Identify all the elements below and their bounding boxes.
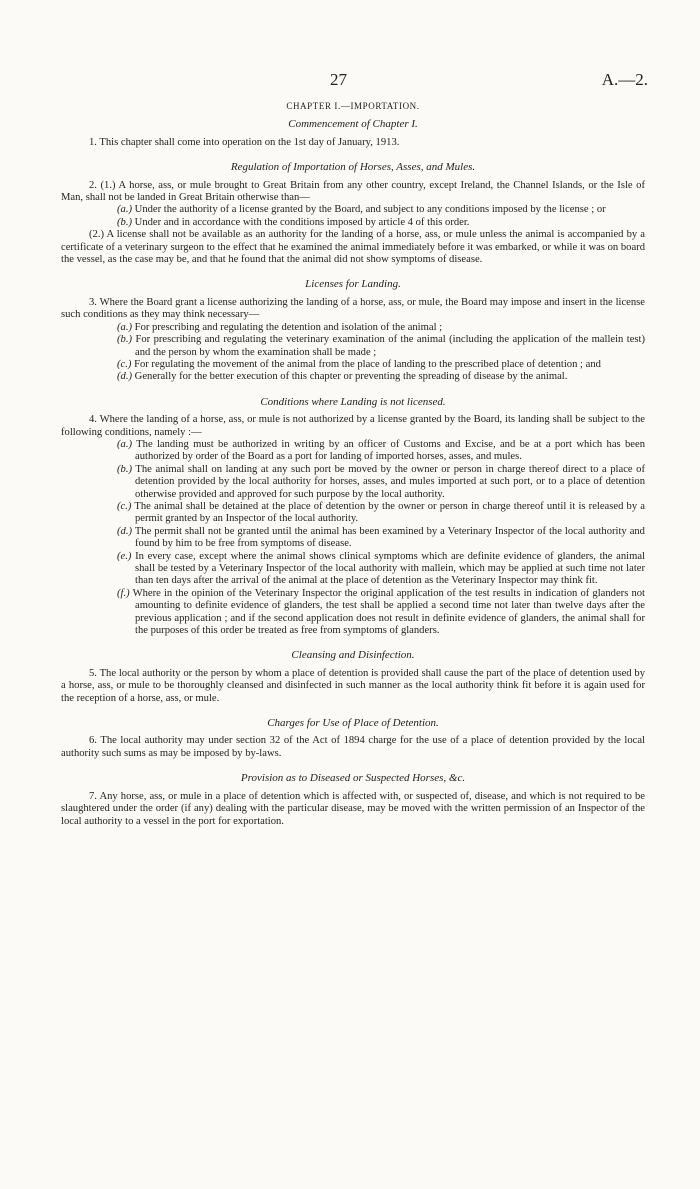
item-text: For prescribing and regulating the veterinary examination of the animal (including the application of the mallein test) and the person by whom the examination shall be made ; [135,334,645,358]
list-item [61,588,645,638]
item-label: (a.) [117,204,133,216]
section-heading: Regulation of Importation of Horses, Asses, and Mules. [230,161,476,174]
page-reference: A.—2. [601,70,648,89]
section-heading: Commencement of Chapter I. [288,118,418,131]
item-text: The landing must be authorized in writing by an officer of Customs and Excise, and be at a port which has been authorized by order of the Board as a port for landing of imported horses, asses, and mules. [135,438,645,463]
item-label: (e.) [117,550,132,562]
page-header [0,70,700,90]
page-number: 27 [330,70,347,89]
item-text: For prescribing and regulating the detention and isolation of the animal ; [134,321,443,333]
item-text: Under the authority of a license granted by the Board, and subject to any conditions imposed by the license ; or [134,204,606,216]
list-item [61,371,645,383]
section-heading: Conditions where Landing is not licensed. [260,395,446,408]
item-text: For regulating the movement of the animal from the place of landing to the prescribed place of detention ; and [134,358,601,370]
paragraph: 3. Where the Board grant a license authorizing the landing of a horse, ass, or mule, the Board may impose and insert in the license such conditions as they may think necessary— [61,296,645,321]
list-item [61,526,645,551]
paragraph: 6. The local authority may under section 32 of the Act of 1894 charge for the use of a place of detention provided by the local authority such sums as may be imposed by by-laws. [61,735,645,759]
item-label: (b.) [117,463,133,475]
section-heading: Charges for Use of Place of Detention. [267,717,439,730]
section-heading: Cleansing and Disinfection. [291,649,415,662]
list-item [61,501,645,526]
item-text: Where in the opinion of the Veterinary Inspector the original application of the test results in indication of glanders not amounting to definite evidence of glanders, the test shall be applied a second time not later than twelve days after the previous application ; and if the second application does not result in definite evidence of glanders, the animal shall for the purposes of this order be treated as free from symptoms of glanders. [132,587,645,637]
list-item [61,464,645,501]
item-label: (b.) [117,334,133,346]
item-text: The animal shall be detained at the place of detention by the owner or person in charge thereof until it is released by a permit granted by an Inspector of the local authority. [134,500,645,525]
paragraph: 5. The local authority or the person by whom a place of detention is provided shall cause the part of the place of detention used by a horse, ass, or mule to be thoroughly cleansed and disinfected in such manner as the local authority think fit before it is again used for the reception of a horse, ass, or mule. [61,667,645,704]
chapter-title: CHAPTER I.—IMPORTATION. [286,101,420,111]
paragraph: 1. This chapter shall come into operation on the 1st day of January, 1913. [89,136,400,148]
item-text: The animal shall on landing at any such port be moved by the owner or person in charge thereof direct to a place of detention provided by the local authority for horses, asses, and mules imported at such port, or to a place of detention otherwise provided and approved for such purpose by the local authority. [135,463,645,500]
item-label: (d.) [117,371,133,383]
item-label: (a.) [117,321,133,333]
item-label: (a.) [117,438,133,450]
item-label: (b.) [117,216,133,228]
list-item [61,439,645,464]
paragraph: 2. (1.) A horse, ass, or mule brought to Great Britain from any other country, except Ireland, the Channel Islands, or the Isle of Man, shall not be landed in Great Britain otherwise than— [61,179,645,204]
item-text: The permit shall not be granted until the animal has been examined by a Veterinary Inspector of the local authority and found by him to be free from symptoms of disease. [134,525,645,550]
document-body [61,100,645,828]
item-text: Under and in accordance with the conditions imposed by article 4 of this order. [134,216,470,228]
list-item [61,322,645,334]
list-item [61,334,645,359]
list-item [61,217,645,229]
paragraph: (2.) A license shall not be available as an authority for the landing of a horse, ass, or mule unless the animal is accompanied by a certificate of a veterinary surgeon to the effect that he examined the animal immediately before it was embarked, or while it was on board the vessel, as the case may be, and that he found that the animal did not show symptoms of disease. [61,229,645,266]
list-item [61,551,645,588]
list-item [61,359,645,371]
item-label: (f.) [117,587,130,599]
item-label: (c.) [117,358,132,370]
section-heading: Licenses for Landing. [305,278,401,291]
paragraph: 4. Where the landing of a horse, ass, or mule is not authorized by a license granted by the Board, its landing shall be subject to the following conditions, namely :— [61,414,645,438]
item-text: Generally for the better execution of this chapter or preventing the spreading of disease by the animal. [134,371,568,383]
list-item [61,204,645,216]
section-heading: Provision as to Diseased or Suspected Horses, &c. [240,772,466,785]
item-label: (d.) [117,525,133,537]
paragraph: 7. Any horse, ass, or mule in a place of detention which is affected with, or suspected of, disease, and which is not required to be slaughtered under the order (if any) dealing with the particular disease, may be moved with the written permission of an Inspector of the local authority to a vessel in the port for exportation. [61,790,645,827]
item-text: In every case, except where the animal shows clinical symptoms which are definite evidence of glanders, the animal shall be tested by a Veterinary Inspector of the local authority with mallein, which may be applied at such time not later than ten days after the arrival of the animal at the place of detention as the Veterinary Inspector may think fit. [135,550,646,587]
item-label: (c.) [117,500,132,512]
